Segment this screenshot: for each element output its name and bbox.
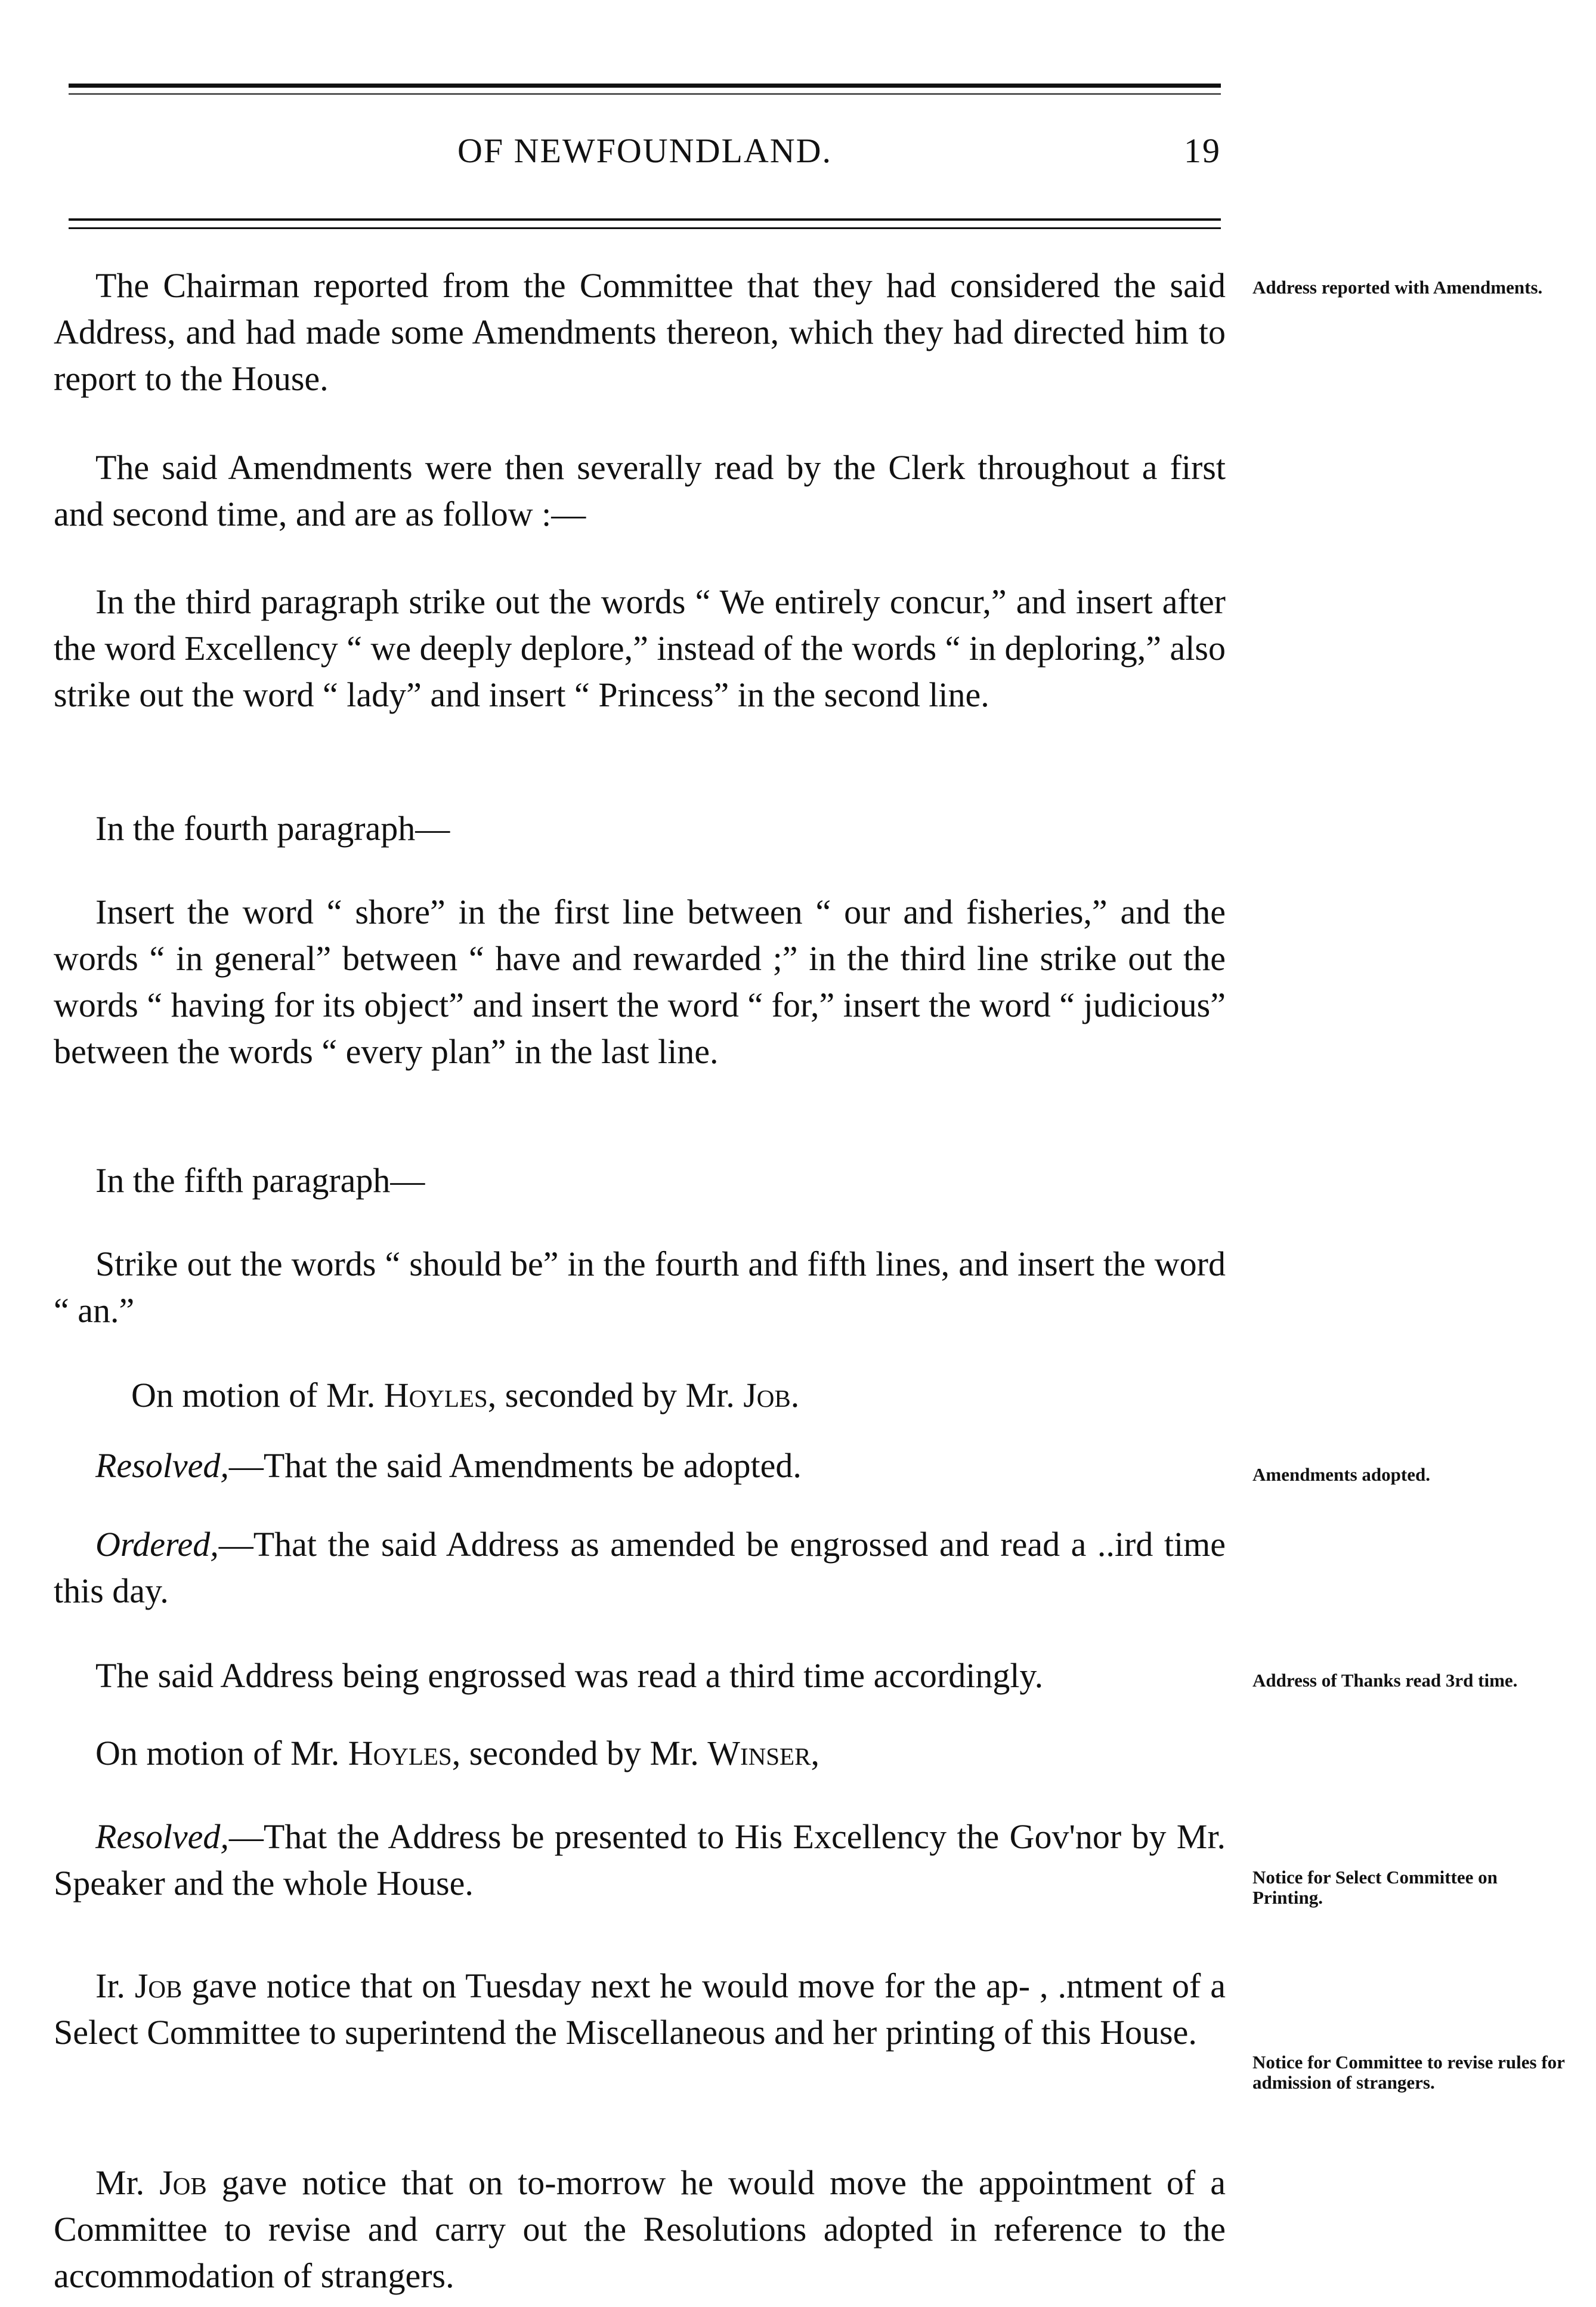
motion-line: On motion of Mr. Hoyles, seconded by Mr. Winser, — [95, 1734, 819, 1772]
paragraph: In the third paragraph strike out the words “ We entirely concur,” and insert after the word Excellency “ we deeply deplore,” instead of the words “ in deploring,” also strike out the word “ lady” and insert “ Princess” in the second line. — [54, 582, 1226, 714]
margin-note: Amendments adopted. — [1252, 1464, 1430, 1485]
margin-note: Notice for Select Committee on Printing. — [1252, 1867, 1498, 1908]
motion-line: On motion of Mr. Hoyles, seconded by Mr. Job. — [131, 1376, 800, 1415]
page-title: OF NEWFOUNDLAND. — [457, 131, 833, 170]
paragraph: The said Address being engrossed was read a third time accordingly. — [95, 1656, 1044, 1695]
resolution: Resolved,—That the Address be presented to His Excellency the Gov'nor by Mr. Speaker and the whole House. — [54, 1817, 1226, 1903]
paragraph: In the fifth paragraph— — [95, 1161, 425, 1200]
member-name: Hoyles — [348, 1734, 452, 1772]
paragraph: Insert the word “ shore” in the first line between “ our and fisheries,” and the words “ in general” between “ have and rewarded ;” in the third line strike out the words “ having for its object” and insert the word “ for,” insert the word “ judicious” between the words “ every plan” in the last line. — [54, 892, 1226, 1071]
member-name: Job — [159, 2163, 207, 2202]
member-name: Job — [134, 1966, 183, 2005]
page-header — [69, 122, 1221, 188]
member-name: Winser — [707, 1734, 811, 1772]
paragraph: The said Amendments were then severally read by the Clerk throughout a first and second time, and are as follow :— — [54, 448, 1226, 533]
top-rule-thin — [69, 93, 1221, 95]
notice: Mr. Job gave notice that on to-morrow he would move the appointment of a Committee to revise and carry out the Resolutions adopted in reference to the accommodation of strangers. — [54, 2163, 1226, 2295]
order: Ordered,—That the said Address as amended be engrossed and read a ..ird time this day. — [54, 1525, 1226, 1610]
member-name: Hoyles — [383, 1376, 488, 1415]
margin-note: Address of Thanks read 3rd time. — [1252, 1670, 1518, 1691]
paragraph: The Chairman reported from the Committee that they had considered the said Address, and had made some Amendments thereon, which they had directed him to report to the House. — [54, 266, 1226, 398]
page-number: 19 — [1184, 131, 1221, 170]
paragraph: In the fourth paragraph— — [95, 809, 450, 848]
paragraph: Strike out the words “ should be” in the fourth and fifth lines, and insert the word “ an.” — [54, 1244, 1226, 1330]
margin-note: Notice for Committee to revise rules for admission of strangers. — [1252, 2052, 1565, 2093]
header-rule — [69, 218, 1221, 221]
notice: Ir. Job gave notice that on Tuesday next he would move for the ap- , .ntment of a Select Committee to superintend the Miscellaneous and her printing of this House. — [54, 1966, 1226, 2052]
member-name: Job — [743, 1376, 791, 1415]
resolution: Resolved,—That the said Amendments be adopted. — [95, 1446, 802, 1485]
header-rule-thin — [69, 227, 1221, 229]
top-rule — [69, 84, 1221, 88]
margin-note: Address reported with Amendments. — [1252, 277, 1543, 298]
